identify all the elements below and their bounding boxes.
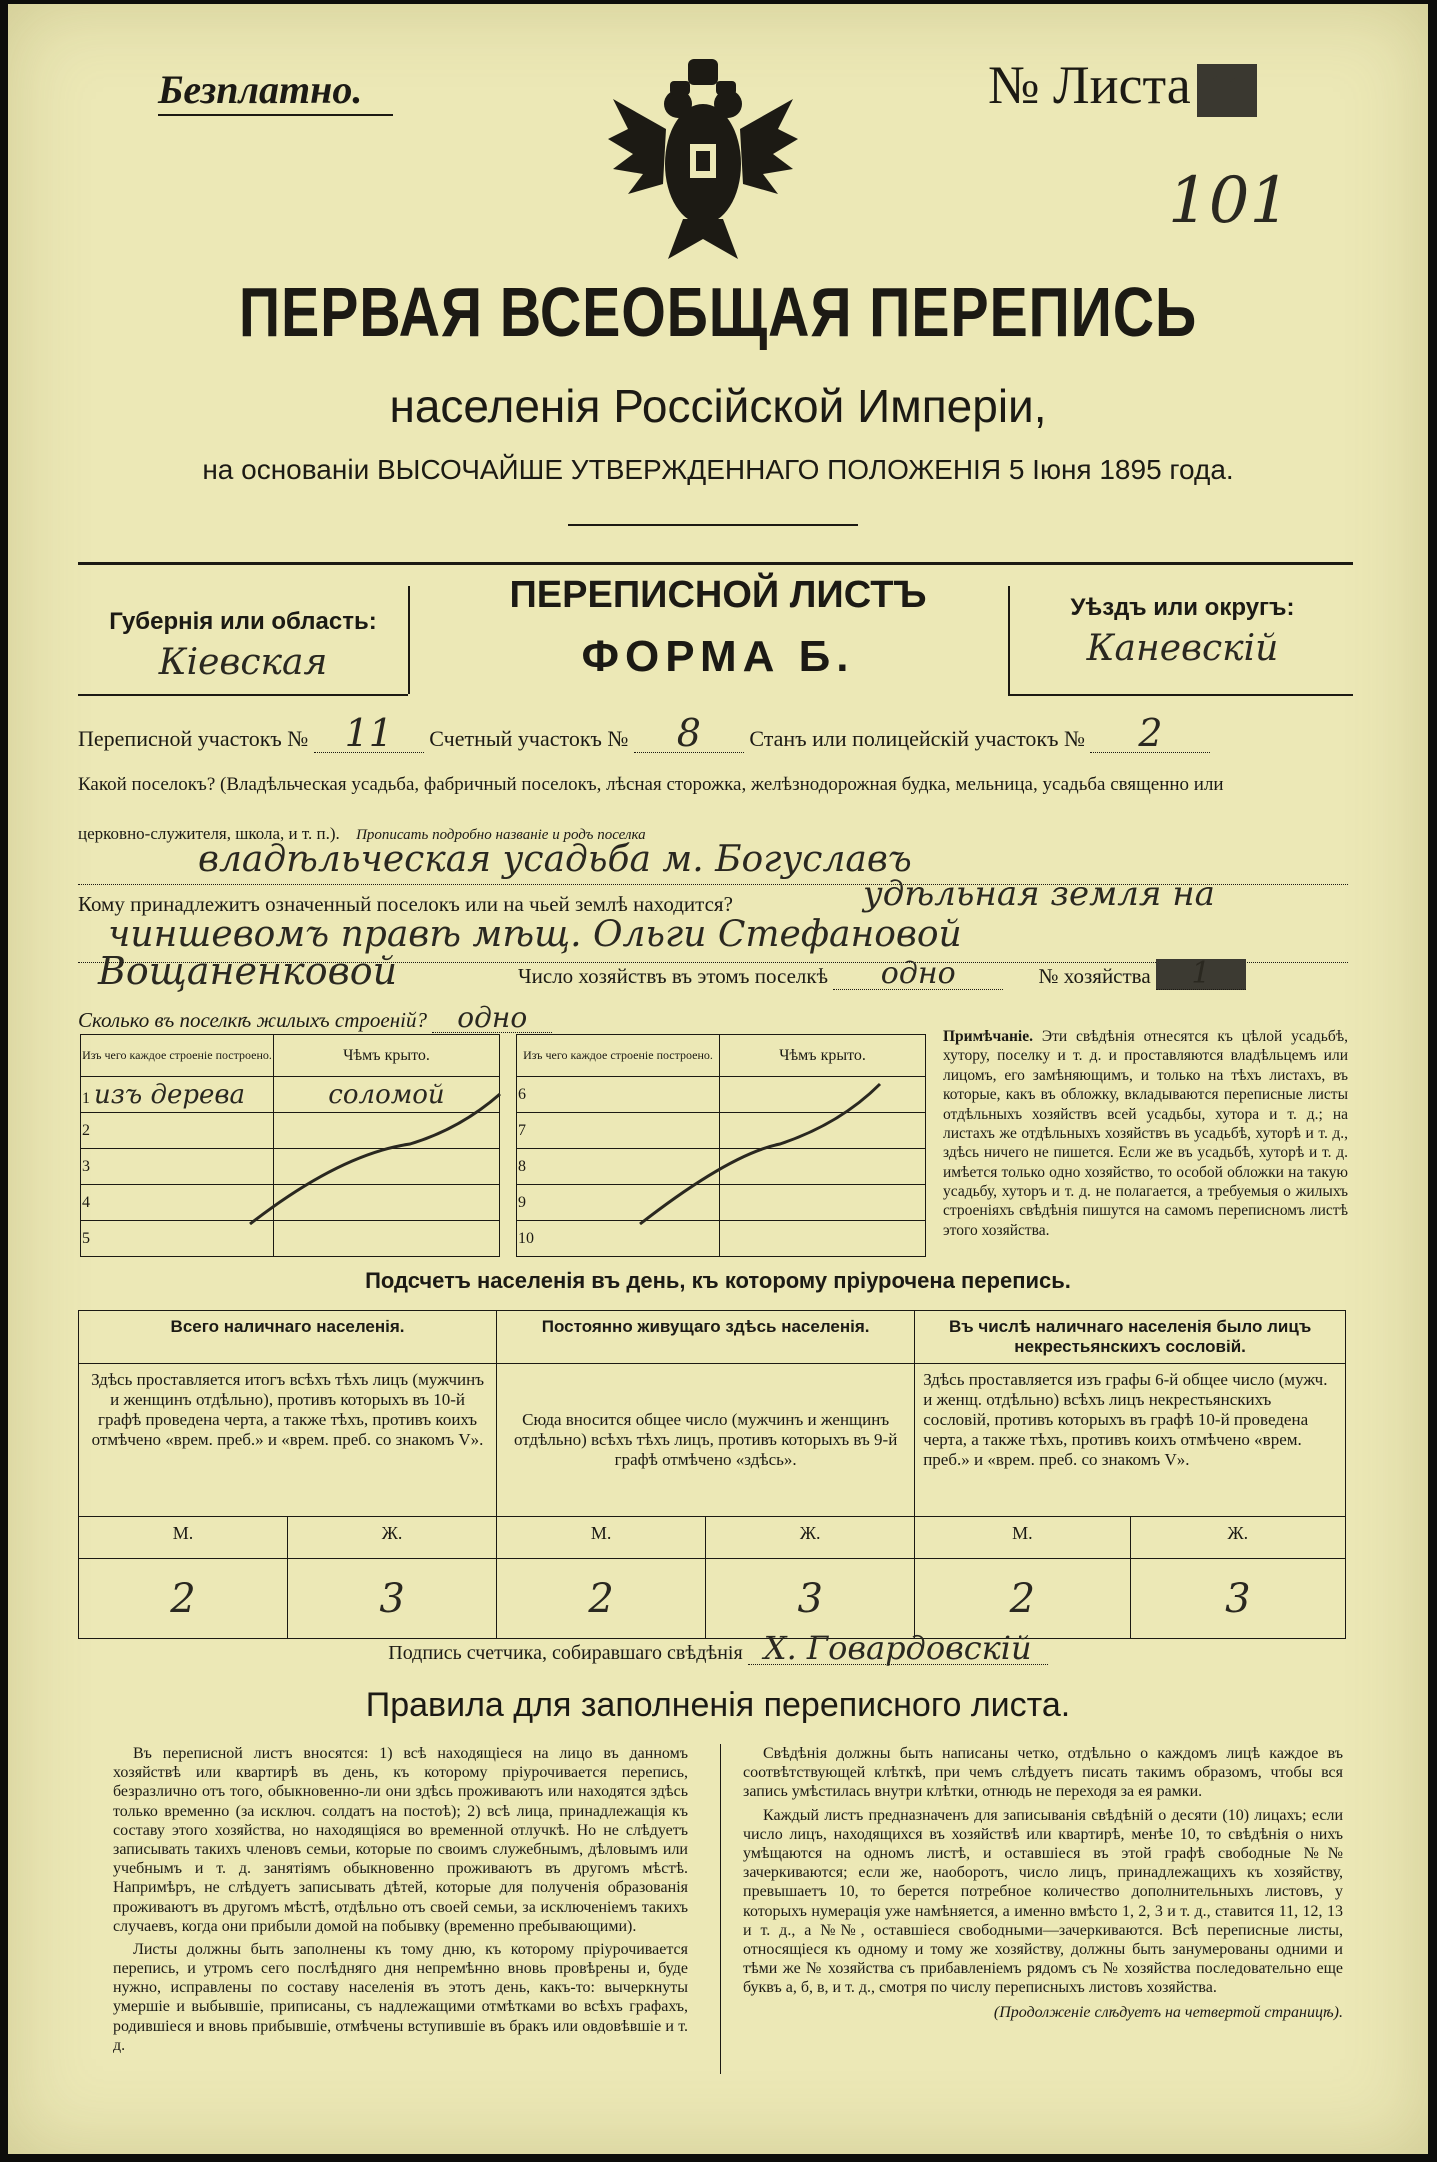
total-m: 2 <box>79 1559 288 1639</box>
form-name: ФОРМА Б. <box>581 632 855 681</box>
box-rule-right <box>1008 694 1353 696</box>
census-area-label: Переписной участокъ № <box>78 726 309 751</box>
header-rule <box>78 562 1353 565</box>
gubernia-box <box>78 586 410 694</box>
col2-text: Сюда вносится общее число (мужчинъ и женщинъ отдѣльно) всѣхъ тѣхъ лицъ, противъ которыхъ въ 9-й графѣ отмѣчено «здѣсь». <box>497 1364 915 1517</box>
table-row: 5 <box>81 1221 500 1257</box>
stan-label: Станъ или полицейскій участокъ № <box>749 726 1085 751</box>
col-material-header: Изъ чего каждое строеніе построено. <box>81 1035 274 1077</box>
table-row: 9 <box>517 1185 926 1221</box>
census-sheet <box>8 4 1428 2154</box>
buildings-value: одно <box>432 1004 552 1033</box>
table-row: 2 <box>81 1113 500 1149</box>
census-area-value: 11 <box>314 714 424 753</box>
households-label: Число хозяйствъ въ этомъ поселкѣ <box>518 964 828 988</box>
rules-right-1: Свѣдѣнія должны быть написаны четко, отдѣльно о каждомъ лицѣ каждое въ соотвѣтствующей клѣткѣ, при чемъ слѣдуетъ писать такимъ образомъ, чтобы вся запись умѣстилась внутри клѣтки, отнюдь не переходя за ея рамки. <box>743 1745 1343 1801</box>
uezd-value: Каневскій <box>1086 628 1279 669</box>
table-row: 10 <box>517 1221 926 1257</box>
gubernia-label: Губернія или область: <box>109 608 377 635</box>
settlement-question2: церковно-служителя, школа, и т. п.). <box>78 824 340 843</box>
owner-answer-3: Вощаненковой <box>98 949 398 993</box>
sheet-number-label: № Листа <box>988 55 1191 115</box>
m-label: М. <box>79 1517 288 1559</box>
strike-through-lines <box>80 1034 940 1264</box>
col3-title: Въ числѣ наличнаго населенія было лицъ некрестьянскихъ сословій. <box>915 1311 1346 1364</box>
rules-continued: (Продолженіе слѣдуетъ на четвертой страницѣ). <box>993 2004 1343 2022</box>
double-headed-eagle-emblem <box>608 59 798 269</box>
rules-left-2: Листы должны быть заполнены къ тому дню, къ которому пріурочивается перепись, и утромъ сего послѣдняго дня непремѣнно вновь провѣрены и, буде нужно, исправлены по составу населенія въ этотъ день, какъ-то: вычеркнуты умершіе и выбывшіе, приписаны, съ надлежащими отмѣтками во всѣхъ графахъ, родившіеся и вновь прибывшіе, отмѣчены вступившіе въ бракъ или овдовѣвшіе и т. д. <box>113 1940 688 2054</box>
population-section-title: Подсчетъ населенія въ день, къ которому пріурочена перепись. <box>365 1268 1071 1293</box>
stan-value: 2 <box>1090 714 1210 753</box>
table-header <box>79 1311 1346 1364</box>
note <box>943 1027 1348 1240</box>
gubernia-value: Кіевская <box>158 642 328 683</box>
table-row: 8 <box>517 1149 926 1185</box>
col-roof-header: Чѣмъ крыто. <box>720 1035 926 1077</box>
household-no-value: 1 <box>1156 959 1246 990</box>
document-subtitle: населенія Россійской Имперіи, <box>389 380 1047 432</box>
f-label: Ж. <box>1130 1517 1345 1559</box>
settlement-hint: Прописать подробно названіе и родъ поселка <box>356 827 646 843</box>
signature-row <box>8 1629 1428 1667</box>
free-label: Безплатно. <box>158 67 363 112</box>
owner-answer-2: чиншевомъ правѣ мѣщ. Ольги Стефановой <box>108 914 962 955</box>
table-row: 6 <box>517 1077 926 1113</box>
noncrestian-m: 2 <box>915 1559 1130 1639</box>
uezd-box <box>1008 586 1355 694</box>
m-label: М. <box>915 1517 1130 1559</box>
noncrestian-f: 3 <box>1130 1559 1345 1639</box>
archive-number: 101 <box>1168 164 1291 238</box>
table-row <box>79 1517 1346 1559</box>
buildings-label: Сколько въ поселкѣ жилыхъ строеній? <box>78 1008 427 1032</box>
signature-value: Х. Говардовскій <box>748 1632 1048 1665</box>
box-rule-left <box>78 694 408 696</box>
sheet-number-value: 11 <box>1197 64 1257 117</box>
households-row <box>518 956 1246 991</box>
table-row <box>79 1559 1346 1639</box>
table-row <box>79 1364 1346 1517</box>
household-no-label: № хозяйства <box>1038 964 1151 988</box>
legal-basis: на основаніи ВЫСОЧАЙШЕ УТВЕРЖДЕННАГО ПОЛОЖЕНІЯ 5 Іюня 1895 года. <box>202 454 1234 485</box>
settlement-answer: владѣльческая усадьба м. Богуславъ <box>198 839 912 880</box>
document-title: ПЕРВАЯ ВСЕОБЩАЯ ПЕРЕПИСЬ <box>238 273 1198 351</box>
table-row: 7 <box>517 1113 926 1149</box>
material-value: изъ дерева <box>94 1079 246 1110</box>
count-area-label: Счетный участокъ № <box>429 726 629 751</box>
column-divider <box>720 1744 721 2074</box>
count-area-value: 8 <box>634 714 744 753</box>
f-label: Ж. <box>288 1517 497 1559</box>
uezd-label: Уѣздъ или округъ: <box>1070 594 1295 621</box>
note-label: Примѣчаніе. <box>943 1028 1033 1045</box>
form-title: ПЕРЕПИСНОЙ ЛИСТЪ <box>509 574 927 616</box>
households-value: одно <box>833 959 1003 990</box>
permanent-f: 3 <box>706 1559 915 1639</box>
col1-text: Здѣсь проставляется итогъ всѣхъ тѣхъ лицъ (мужчинъ и женщинъ отдѣльно), противъ которыхъ въ 10-й графѣ проведена черта, а также тѣхъ, противъ коихъ отмѣчено «врем. преб.» и «врем. преб. со знакомъ V». <box>79 1364 497 1517</box>
owner-question: Кому принадлежитъ означенный поселокъ или на чьей землѣ находится? <box>78 892 733 916</box>
signature-label: Подпись счетчика, собиравшаго свѣдѣнія <box>388 1642 743 1664</box>
rules-right-2: Каждый листъ предназначенъ для записыванія свѣдѣній о десяти (10) лицахъ; если число лицъ, находящихся въ хозяйствѣ или квартирѣ, менѣе 10, то свѣдѣнія о нихъ умѣщаются на одномъ листѣ, и оставшіеся въ этой графѣ свободные №№ зачеркиваются; если же, наоборотъ, число лицъ, принадлежащихъ къ хозяйству, превышаетъ 10, то берется потребное количество дополнительныхъ листовъ, у которыхъ нумерація уже намѣняется, а именно вмѣсто 1, 2, 3 и т. д., ставится 11, 12, 13 и т. д., а №№, оставшіеся свободными—зачеркиваются. Всѣ переписные листы, относящіеся къ одному и тому же хозяйству, должны быть занумерованы одними и тѣми же № хозяйства съ прибавленіемъ рядомъ съ № хозяйства последовательно еще буквъ а, б, в, и т. д., смотря по числу переписныхъ листовъ хозяйства. <box>743 1806 1343 1997</box>
col3-text: Здѣсь проставляется изъ графы 6-й общее число (мужч. и женщ. отдѣльно) всѣхъ лицъ некрестьянскихъ сословій, противъ которыхъ въ графѣ 10-й проведена черта, а также тѣхъ, противъ коихъ отмѣчено «врем. преб.» и «врем. преб. со знакомъ V». <box>915 1364 1346 1517</box>
free-underline <box>158 114 393 116</box>
roof-value: соломой <box>274 1077 500 1113</box>
rules-left-column <box>113 1744 688 2055</box>
buildings-row <box>78 1001 552 1034</box>
rules-left-1: Въ переписной листъ вносятся: 1) всѣ находящіеся на лицо въ данномъ хозяйствѣ или квартирѣ въ день, къ которому пріурочивается перепись, безразлично отъ того, обыкновенно-ли они здѣсь проживаютъ или находятся здѣсь только временно (за исключ. солдатъ на постоѣ); 2) всѣ лица, принадлежащія къ составу этого хозяйства, но находящіяся во временной отлучкѣ. Но не слѣдуетъ записывать такихъ членовъ семьи, которые по своимъ служебнымъ, дѣловымъ или учебнымъ и т. д. занятіямъ обыкновенно проживаютъ въ другомъ мѣстѣ. Напримѣръ, не слѣдуетъ записывать дѣтей, которые для полученія образованія проживаютъ въ другомъ мѣстѣ, отдѣльно отъ своей семьи, за исключеніемъ такихъ случаевъ, когда они прибыли домой на побывку (временно пребывающими). <box>113 1745 688 1935</box>
rules-right-column <box>743 1744 1343 2023</box>
divider <box>568 524 858 526</box>
col2-title: Постоянно живущаго здѣсь населенія. <box>497 1311 915 1364</box>
settlement-question: Какой поселокъ? (Владѣльческая усадьба, фабричный поселокъ, лѣсная сторожка, желѣзнодорожная будка, мельница, усадьба священно или <box>78 774 1224 795</box>
table-row: 4 <box>81 1185 500 1221</box>
note-text: Эти свѣдѣнія отнесятся къ цѣлой усадьбѣ, хутору, поселку и т. д. и проставляются владѣльцемъ или лицомъ, его замѣняющимъ, и только на тѣхъ листахъ, въ которые, какъ въ обложку, вкладываются переписные листы отдѣльныхъ хозяйствъ всей усадьбы, хутора и т. д.; на листахъ же отдѣльныхъ хозяйствъ въ усадьбѣ, хуторѣ и т. д., здѣсь ничего не пишется. Если же въ усадьбѣ, хуторѣ и т. д. имѣется только одно хозяйство, то особой обложки на такую усадьбу, хуторъ и т. д. не полагается, а требуемыя о жилыхъ строеніяхъ свѣдѣнія пишутся на самомъ переписномъ листѣ этого хозяйства. <box>943 1028 1349 1239</box>
f-label: Ж. <box>706 1517 915 1559</box>
m-label: М. <box>497 1517 706 1559</box>
col-material-header: Изъ чего каждое строеніе построено. <box>517 1035 720 1077</box>
owner-answer-1: удѣльная земля на <box>863 874 1215 914</box>
col-roof-header: Чѣмъ крыто. <box>274 1035 500 1077</box>
col1-title: Всего наличнаго населенія. <box>79 1311 497 1364</box>
permanent-m: 2 <box>497 1559 706 1639</box>
table-row: 3 <box>81 1149 500 1185</box>
population-table <box>78 1310 1346 1639</box>
rules-title: Правила для заполненія переписного листа. <box>365 1686 1071 1724</box>
district-row <box>78 711 1210 755</box>
table-row: 1 изъ дерева соломой <box>81 1077 500 1113</box>
sheet-number <box>988 54 1257 117</box>
total-f: 3 <box>288 1559 497 1639</box>
